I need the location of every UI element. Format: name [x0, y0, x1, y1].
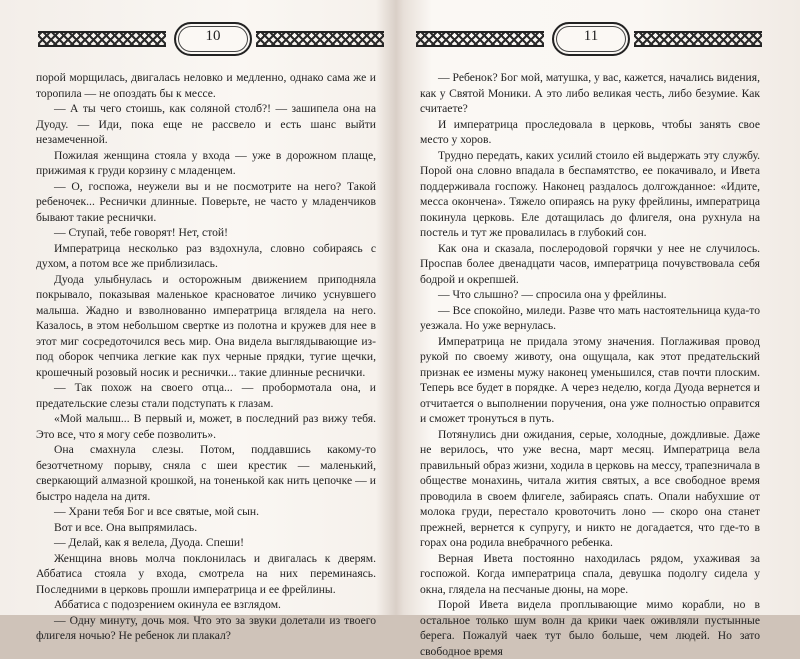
paragraph: Императрица несколько раз вздохнула, словно собираясь с духом, а потом все же приблизилась.	[36, 241, 376, 270]
paragraph: Императрица не придала этому значения. Поглаживая провод рукой по своему животу, она ощущала, как этот предательский признак ее измены мужу наконец уменьшился, став почти плоским. Теперь все будет в порядке. А через неделю, когда Дуода вернется и отчитается о выполнении поручения, она уже полностью оправится и сможет тронуться в путь.	[420, 334, 760, 425]
paragraph: — Одну минуту, дочь моя. Что это за звуки долетали из твоего флигеля ночью? Не ребенок ли плакал?	[36, 613, 376, 642]
paragraph: Вот и все. Она выпрямилась.	[54, 520, 198, 534]
paragraph: «Мой малыш... В первый и, может, в последний раз вижу тебя. Это все, что я могу себе позволить».	[36, 412, 376, 441]
left-page-text	[36, 70, 376, 644]
paragraph: Верная Ивета постоянно находилась рядом, ухаживая за госпожой. Когда императрица спала, девушка подолгу сидела у окна, глядела на песчаные дюны, на море.	[420, 551, 760, 596]
ornament-band-left	[38, 31, 166, 47]
paragraph: Аббатиса с подозрением окинула ее взглядом.	[54, 598, 281, 611]
page-header-ornament	[38, 22, 384, 52]
paragraph: И императрица проследовала в церковь, чтобы занять свое место у хоров.	[420, 117, 760, 146]
paragraph: — Ступай, тебе говорят! Нет, стой!	[54, 226, 228, 239]
ornament-band-right	[634, 31, 762, 47]
left-page	[0, 0, 398, 642]
paragraph: Потянулись дни ожидания, серые, холодные, дождливые. Даже не верилось, что уже весна, март месяц. Императрица вела правильный образ жизни, ходила в церковь на мессу, трапезничала в обществе монахинь, читала жития святых, а все свободное время проводила в своем флигеле, забираясь спать. Опали набухшие от молока груди, перестало кровоточить лоно — скоро она станет прежней, вернется к супругу, и никто не догадается, что где-то в горах она родила внебрачного ребенка.	[420, 427, 760, 549]
page-number: 10	[205, 28, 221, 44]
paragraph: — Что слышно? — спросила она у фрейлины.	[438, 288, 667, 301]
paragraph: — Делай, как я велела, Дуода. Спеши!	[54, 536, 244, 549]
paragraph: — Храни тебя Бог и все святые, мой сын.	[54, 505, 259, 518]
ornament-band-left	[416, 31, 544, 47]
paragraph: — А ты чего стоишь, как соляной столб?! — зашипела она на Дуоду. — Иди, пока еще не рассвело и есть шанс выйти незамеченной.	[36, 102, 376, 146]
paragraph: Пожилая женщина стояла у входа — уже в дорожном плаще, прижимая к груди корзину с младенцем.	[36, 148, 376, 177]
paragraph: — Ребенок? Бог мой, матушка, у вас, кажется, начались видения, как у Святой Моники. А это либо великая честь, либо безумие. Как считаете?	[420, 71, 760, 115]
paragraph: — Так похож на своего отца... — пробормотала она, и предательские слезы стали подступать к глазам.	[36, 381, 376, 410]
paragraph: Дуода улыбнулась и осторожным движением приподняла покрывало, показывая маленькое красноватое личико уснувшего малыша. Жадно и взволнованно императрица вглядела на него. Казалось, в этом небольшом свертке из полотна и кружев для нее в этот миг сосредоточился весь мир. Она видела выглядывающие из-под оборок чепчика легкие как пух черные прядки, тугие щечки, крошечный розовый носик и реснички... такие длинные реснички.	[36, 272, 376, 379]
paragraph: Трудно передать, каких усилий стоило ей выдержать эту службу. Порой она словно впадала в беспамятство, ее покачивало, и Ивета поддерживала госпожу. Наконец раздалось долгожданное: «Идите, месса окончена». Тяжело опираясь на руку фрейлины, императрица покинула церковь. Еле дотащилась до флигеля, она рухнула на постель и тут же провалилась в глубокий сон.	[420, 148, 760, 239]
right-page	[402, 0, 800, 658]
paragraph: Порой Ивета видела проплывающие мимо корабли, но в остальное только шум волн да крики чаек оживляли пустынные берега. Пожалуй чаек тут было больше, чем людей. Но зато свободное время	[420, 598, 760, 658]
paragraph: порой морщилась, двигалась неловко и медленно, однако сама же и торопила — не опоздать бы к мессе.	[36, 71, 376, 100]
right-page-text	[420, 70, 760, 659]
paragraph: — Все спокойно, миледи. Разве что мать настоятельница куда-то уезжала. Но уже вернулась.	[420, 303, 760, 332]
paragraph: Женщина вновь молча поклонилась и двигалась к дверям. Аббатиса стояла у входа, смотрела на них переминаясь. Последними в церковь прошли императрица и ее фрейлины.	[36, 551, 376, 596]
page-number: 11	[583, 28, 599, 44]
page-number-medallion	[174, 22, 252, 56]
page-number-medallion	[552, 22, 630, 56]
paragraph: — О, госпожа, неужели вы и не посмотрите на него? Такой ребеночек... Реснички длинные. Поверьте, не часто у младенчиков бывают такие реснички.	[36, 179, 376, 224]
ornament-band-right	[256, 31, 384, 47]
page-header-ornament	[416, 22, 762, 52]
paragraph: Она смахнула слезы. Потом, поддавшись какому-то безотчетному порыву, сняла с шеи крестик — маленький, сверкающий алмазной крошкой, на тоненькой как нить цепочке — и быстро надела на дитя.	[36, 443, 376, 503]
paragraph: Как она и сказала, послеродовой горячки у нее не случилось. Проспав более двенадцати часов, императрица почувствовала себя бодрой и окрепшей.	[420, 241, 760, 286]
